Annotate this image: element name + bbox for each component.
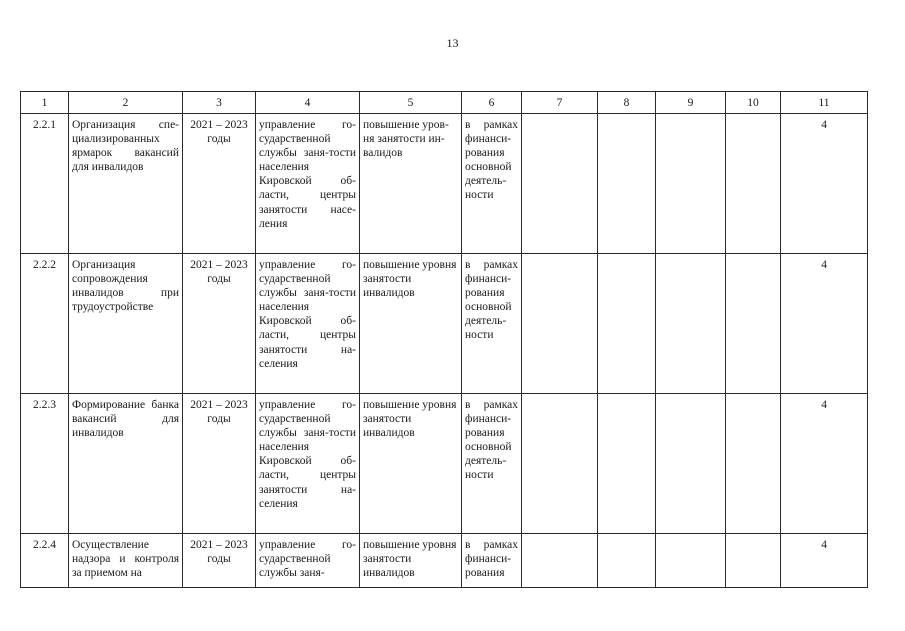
empty-cell-10 bbox=[726, 534, 781, 588]
header-cell: 8 bbox=[598, 92, 656, 114]
row-number: 2.2.1 bbox=[21, 114, 69, 254]
header-cell: 7 bbox=[522, 92, 598, 114]
row-number: 2.2.4 bbox=[21, 534, 69, 588]
activity-cell: Формирование банка вакансий для инвалидов bbox=[69, 394, 183, 534]
header-cell: 1 bbox=[21, 92, 69, 114]
activity-cell: Организация спе-циализированных ярмарок вакансий для инвалидов bbox=[69, 114, 183, 254]
empty-cell-10 bbox=[726, 114, 781, 254]
table-row bbox=[21, 534, 868, 588]
empty-cell-10 bbox=[726, 254, 781, 394]
empty-cell-8 bbox=[598, 394, 656, 534]
activity-cell: Организация сопровождения инвалидов при трудоустройстве bbox=[69, 254, 183, 394]
indicator-cell: 4 bbox=[781, 394, 868, 534]
table-row bbox=[21, 114, 868, 254]
empty-cell-9 bbox=[656, 394, 726, 534]
header-row bbox=[21, 92, 868, 114]
activity-cell: Осуществление надзора и контроля за приемом на bbox=[69, 534, 183, 588]
row-number: 2.2.3 bbox=[21, 394, 69, 534]
empty-cell-8 bbox=[598, 254, 656, 394]
empty-cell-10 bbox=[726, 394, 781, 534]
result-cell: повышение уровня занятости инвалидов bbox=[360, 394, 462, 534]
period-cell: 2021 – 2023 годы bbox=[183, 394, 256, 534]
empty-cell-9 bbox=[656, 254, 726, 394]
funding-cell: в рамках финанси-рования основной деятель-ности bbox=[462, 254, 522, 394]
result-cell: повышение уровня занятости инвалидов bbox=[360, 534, 462, 588]
measures-table bbox=[20, 91, 868, 588]
row-number: 2.2.2 bbox=[21, 254, 69, 394]
empty-cell-9 bbox=[656, 114, 726, 254]
header-cell: 11 bbox=[781, 92, 868, 114]
funding-cell: в рамках финанси-рования основной деятель-ности bbox=[462, 394, 522, 534]
period-cell: 2021 – 2023 годы bbox=[183, 534, 256, 588]
empty-cell-9 bbox=[656, 534, 726, 588]
table-row bbox=[21, 394, 868, 534]
funding-cell: в рамках финанси-рования основной деятель-ности bbox=[462, 114, 522, 254]
empty-cell-8 bbox=[598, 114, 656, 254]
page-number: 13 bbox=[446, 36, 459, 50]
result-cell: повышение уров-ня занятости ин-валидов bbox=[360, 114, 462, 254]
empty-cell-7 bbox=[522, 394, 598, 534]
header-cell: 5 bbox=[360, 92, 462, 114]
header-cell: 6 bbox=[462, 92, 522, 114]
indicator-cell: 4 bbox=[781, 114, 868, 254]
header-cell: 9 bbox=[656, 92, 726, 114]
header-cell: 2 bbox=[69, 92, 183, 114]
period-cell: 2021 – 2023 годы bbox=[183, 114, 256, 254]
executor-cell: управление го-сударственной службы заня-тости населения Кировской об-ласти, центры занятости на-селения bbox=[256, 254, 360, 394]
indicator-cell: 4 bbox=[781, 254, 868, 394]
empty-cell-7 bbox=[522, 254, 598, 394]
empty-cell-7 bbox=[522, 534, 598, 588]
empty-cell-8 bbox=[598, 534, 656, 588]
result-cell: повышение уровня занятости инвалидов bbox=[360, 254, 462, 394]
table-row bbox=[21, 254, 868, 394]
executor-cell: управление го-сударственной службы заня- bbox=[256, 534, 360, 588]
header-cell: 3 bbox=[183, 92, 256, 114]
header-cell: 10 bbox=[726, 92, 781, 114]
period-cell: 2021 – 2023 годы bbox=[183, 254, 256, 394]
funding-cell: в рамках финанси-рования bbox=[462, 534, 522, 588]
empty-cell-7 bbox=[522, 114, 598, 254]
executor-cell: управление го-сударственной службы заня-тости населения Кировской об-ласти, центры занятости на-селения bbox=[256, 394, 360, 534]
header-cell: 4 bbox=[256, 92, 360, 114]
executor-cell: управление го-сударственной службы заня-тости населения Кировской об-ласти, центры занятости насе-ления bbox=[256, 114, 360, 254]
indicator-cell: 4 bbox=[781, 534, 868, 588]
